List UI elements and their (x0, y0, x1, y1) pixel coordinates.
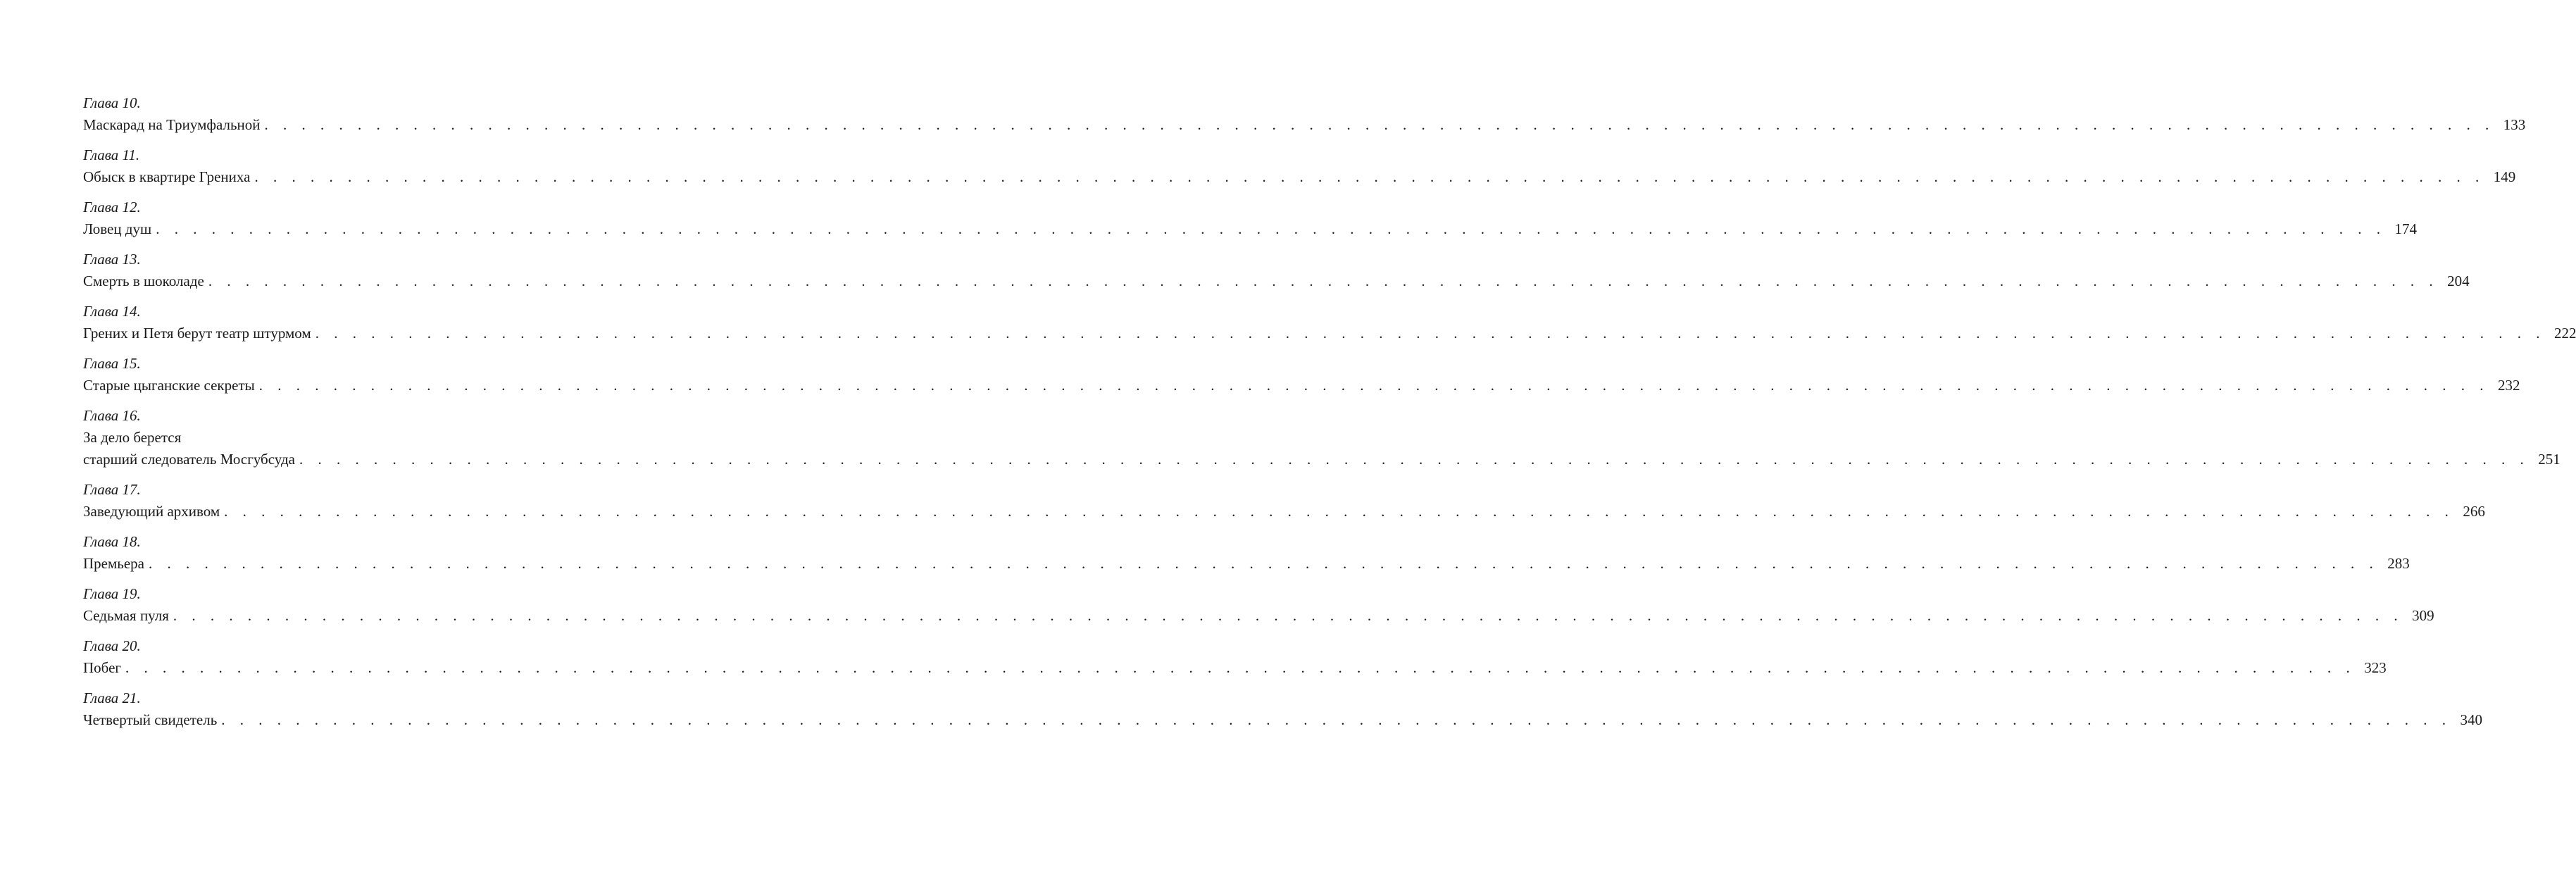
toc-entry (83, 479, 2485, 523)
toc-entry (83, 353, 2520, 397)
chapter-title-line: За дело берется (83, 429, 182, 446)
chapter-title: Премьера (83, 555, 144, 572)
toc-entry (83, 196, 2417, 240)
chapter-title: старший следователь Мосгубсуда (83, 451, 295, 468)
toc-entry (83, 405, 2561, 470)
chapter-title: Четвертый свидетель (83, 711, 218, 728)
toc-entry (83, 635, 2387, 679)
chapter-label: Глава 14. (83, 303, 141, 320)
chapter-label: Глава 18. (83, 533, 141, 550)
toc-entry (83, 249, 2470, 292)
chapter-label: Глава 11. (83, 146, 140, 163)
dot-leader: . . . . . . . . . . . . . . . . . . . . . . . . . . . . . . . . . . . . . . . . . . . . . . . . . . . . . . . . . . . . . . . . . . . . . . . . . . . . . . . . . . . . . . . . . . . . . . . . . . . . . . . . . . . . . . . . . . . . . . . . (173, 607, 2403, 624)
chapter-title: Обыск в квартире Грениха (83, 168, 251, 185)
chapter-title: Маскарад на Триумфальной (83, 116, 261, 133)
chapter-label: Глава 13. (83, 251, 141, 268)
chapter-label: Глава 21. (83, 689, 141, 706)
chapter-title: Смерть в шоколаде (83, 273, 204, 289)
page-number: 340 (2460, 711, 2483, 728)
chapter-title: Седьмая пуля (83, 607, 169, 624)
chapter-label: Глава 20. (83, 637, 141, 654)
chapter-title-row (83, 553, 2410, 575)
chapter-label: Глава 12. (83, 199, 141, 216)
chapter-title: Грених и Петя берут театр штурмом (83, 325, 311, 342)
chapter-title-row (83, 449, 2561, 470)
chapter-label: Глава 19. (83, 585, 141, 602)
chapter-title-row (83, 166, 2516, 188)
dot-leader: . . . . . . . . . . . . . . . . . . . . . . . . . . . . . . . . . . . . . . . . . . . . . . . . . . . . . . . . . . . . . . . . . . . . . . . . . . . . . . . . . . . . . . . . . . . . . . . . . . . . . . . . . . . . . . . . . . . . . . . . (156, 220, 2386, 237)
dot-leader: . . . . . . . . . . . . . . . . . . . . . . . . . . . . . . . . . . . . . . . . . . . . . . . . . . . . . . . . . . . . . . . . . . . . . . . . . . . . . . . . . . . . . . . . . . . . . . . . . . . . . . . . . . . . . . . . . . . . . . . . (149, 555, 2379, 572)
chapter-title: Заведующий архивом (83, 503, 220, 520)
page-number: 149 (2493, 168, 2516, 185)
toc-entry (83, 531, 2410, 575)
chapter-label: Глава 15. (83, 355, 141, 372)
page-number: 133 (2503, 116, 2526, 133)
dot-leader: . . . . . . . . . . . . . . . . . . . . . . . . . . . . . . . . . . . . . . . . . . . . . . . . . . . . . . . . . . . . . . . . . . . . . . . . . . . . . . . . . . . . . . . . . . . . . . . . . . . . . . . . . . . . . . . . . . . . . . . . (224, 503, 2454, 520)
toc-entry (83, 144, 2516, 188)
chapter-title-row (83, 270, 2470, 292)
chapter-title-row (83, 657, 2387, 679)
chapter-title-row (83, 114, 2526, 136)
page-number: 174 (2394, 220, 2417, 237)
toc-entry (83, 583, 2434, 627)
chapter-title: Побег (83, 659, 122, 676)
chapter-label: Глава 16. (83, 407, 141, 424)
page-number: 309 (2412, 607, 2434, 624)
chapter-title: Старые цыганские секреты (83, 377, 255, 394)
page-number: 251 (2538, 451, 2561, 468)
page-number: 323 (2364, 659, 2387, 676)
page-number: 204 (2447, 273, 2470, 289)
toc-entry (83, 687, 2483, 731)
dot-leader: . . . . . . . . . . . . . . . . . . . . . . . . . . . . . . . . . . . . . . . . . . . . . . . . . . . . . . . . . . . . . . . . . . . . . . . . . . . . . . . . . . . . . . . . . . . . . . . . . . . . . . . . . . . . . . . . . . . . . . . . (254, 168, 2485, 185)
dot-leader: . . . . . . . . . . . . . . . . . . . . . . . . . . . . . . . . . . . . . . . . . . . . . . . . . . . . . . . . . . . . . . . . . . . . . . . . . . . . . . . . . . . . . . . . . . . . . . . . . . . . . . . . . . . . . . . . . . . . . . . . (299, 451, 2530, 468)
chapter-title-row (83, 375, 2520, 397)
page-number: 283 (2387, 555, 2410, 572)
toc-entry (83, 92, 2526, 136)
dot-leader: . . . . . . . . . . . . . . . . . . . . . . . . . . . . . . . . . . . . . . . . . . . . . . . . . . . . . . . . . . . . . . . . . . . . . . . . . . . . . . . . . . . . . . . . . . . . . . . . . . . . . . . . . . . . . . . . . . . . . . . . (221, 711, 2452, 728)
chapter-title-row (83, 501, 2485, 523)
chapter-title-row (83, 709, 2483, 731)
dot-leader: . . . . . . . . . . . . . . . . . . . . . . . . . . . . . . . . . . . . . . . . . . . . . . . . . . . . . . . . . . . . . . . . . . . . . . . . . . . . . . . . . . . . . . . . . . . . . . . . . . . . . . . . . . . . . . . . . . . . . . . . (208, 273, 2439, 289)
chapter-label: Глава 10. (83, 94, 141, 111)
chapter-title-row (83, 323, 2576, 344)
dot-leader: . . . . . . . . . . . . . . . . . . . . . . . . . . . . . . . . . . . . . . . . . . . . . . . . . . . . . . . . . . . . . . . . . . . . . . . . . . . . . . . . . . . . . . . . . . . . . . . . . . . . . . . . . . . . . . . . . . . . . . . . (125, 659, 2356, 676)
dot-leader: . . . . . . . . . . . . . . . . . . . . . . . . . . . . . . . . . . . . . . . . . . . . . . . . . . . . . . . . . . . . . . . . . . . . . . . . . . . . . . . . . . . . . . . . . . . . . . . . . . . . . . . . . . . . . . . . . . . . . . . . (264, 116, 2495, 133)
chapter-title-row (83, 605, 2434, 627)
dot-leader: . . . . . . . . . . . . . . . . . . . . . . . . . . . . . . . . . . . . . . . . . . . . . . . . . . . . . . . . . . . . . . . . . . . . . . . . . . . . . . . . . . . . . . . . . . . . . . . . . . . . . . . . . . . . . . . . . . . . . . . . (258, 377, 2489, 394)
chapter-label: Глава 17. (83, 481, 141, 498)
toc-entry (83, 301, 2576, 344)
chapter-title-row (83, 218, 2417, 240)
table-of-contents (83, 92, 2576, 739)
page-number: 222 (2553, 325, 2576, 342)
page-number: 232 (2497, 377, 2520, 394)
dot-leader: . . . . . . . . . . . . . . . . . . . . . . . . . . . . . . . . . . . . . . . . . . . . . . . . . . . . . . . . . . . . . . . . . . . . . . . . . . . . . . . . . . . . . . . . . . . . . . . . . . . . . . . . . . . . . . . . . . . . . . . . (315, 325, 2546, 342)
page-number: 266 (2463, 503, 2485, 520)
chapter-title: Ловец душ (83, 220, 152, 237)
